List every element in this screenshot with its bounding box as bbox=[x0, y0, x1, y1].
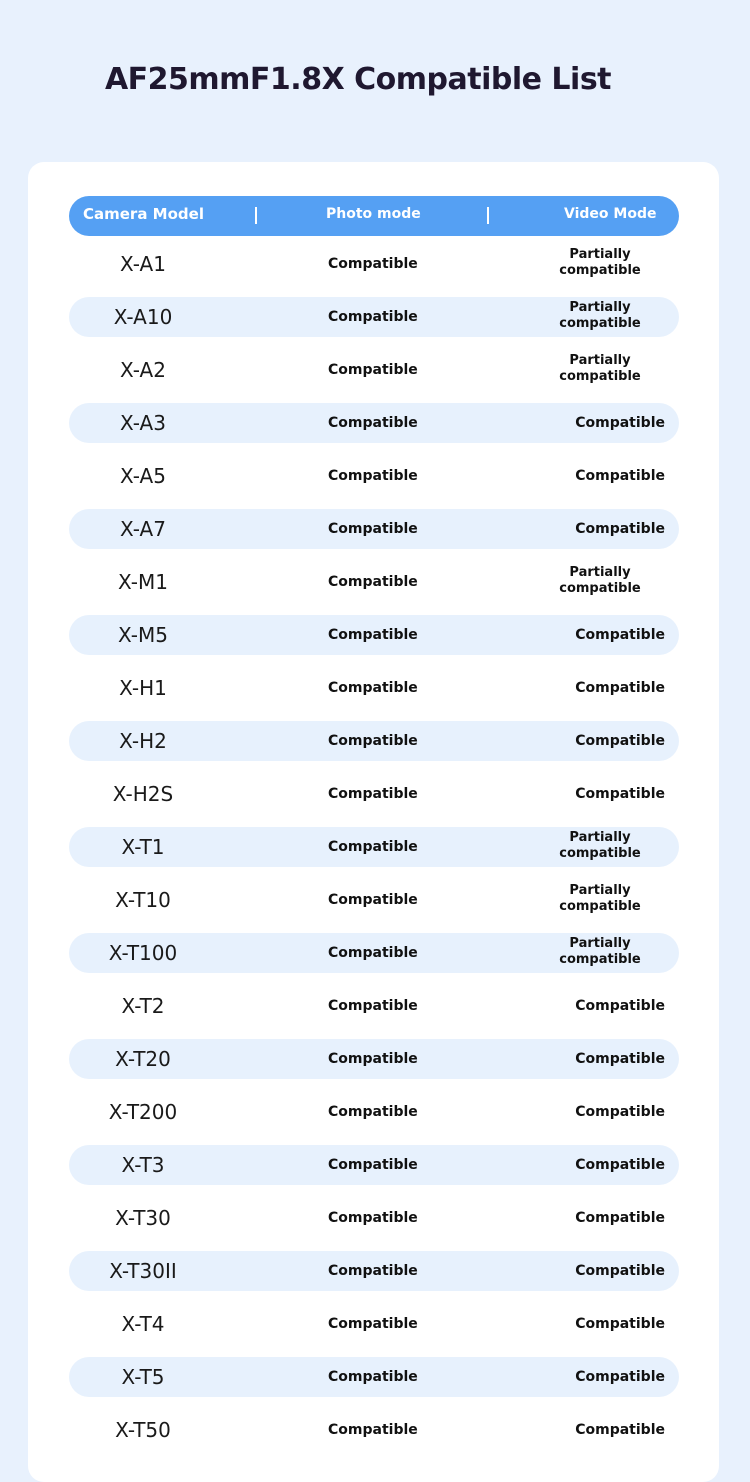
table-row bbox=[69, 350, 679, 390]
video-mode-cell: Partially compatible bbox=[559, 883, 641, 914]
camera-model-cell: X-T100 bbox=[108, 941, 178, 965]
camera-model-cell: X-T30II bbox=[109, 1259, 177, 1283]
table-row bbox=[69, 562, 679, 602]
video-mode-cell: Partially compatible bbox=[559, 247, 641, 278]
photo-mode-cell: Compatible bbox=[328, 998, 418, 1014]
camera-model-cell: X-A1 bbox=[120, 252, 166, 276]
table-row bbox=[69, 509, 679, 549]
photo-mode-cell: Compatible bbox=[328, 574, 418, 590]
photo-mode-cell: Compatible bbox=[328, 945, 418, 961]
photo-mode-cell: Compatible bbox=[328, 839, 418, 855]
photo-mode-cell: Compatible bbox=[328, 1051, 418, 1067]
table-header bbox=[69, 196, 679, 236]
table-row bbox=[69, 880, 679, 920]
header-divider bbox=[487, 207, 489, 224]
header-photo-mode: Photo mode bbox=[326, 206, 421, 222]
photo-mode-cell: Compatible bbox=[328, 415, 418, 431]
table-row bbox=[69, 1304, 679, 1344]
photo-mode-cell: Compatible bbox=[328, 892, 418, 908]
video-mode-cell: Compatible bbox=[575, 1104, 665, 1120]
table-row bbox=[69, 456, 679, 496]
photo-mode-cell: Compatible bbox=[328, 680, 418, 696]
header-camera-model: Camera Model bbox=[83, 205, 204, 223]
video-mode-cell: Compatible bbox=[575, 521, 665, 537]
video-mode-cell: Compatible bbox=[575, 468, 665, 484]
camera-model-cell: X-M1 bbox=[118, 570, 168, 594]
table-row bbox=[69, 774, 679, 814]
table-row bbox=[69, 827, 679, 867]
table-row bbox=[69, 1092, 679, 1132]
table-row bbox=[69, 1198, 679, 1238]
photo-mode-cell: Compatible bbox=[328, 1369, 418, 1385]
video-mode-cell: Compatible bbox=[575, 627, 665, 643]
video-mode-cell: Compatible bbox=[575, 1422, 665, 1438]
photo-mode-cell: Compatible bbox=[328, 1422, 418, 1438]
table-row bbox=[69, 1410, 679, 1450]
camera-model-cell: X-T20 bbox=[115, 1047, 171, 1071]
video-mode-cell: Partially compatible bbox=[559, 830, 641, 861]
camera-model-cell: X-A3 bbox=[120, 411, 166, 435]
photo-mode-cell: Compatible bbox=[328, 309, 418, 325]
table-row bbox=[69, 1251, 679, 1291]
video-mode-cell: Partially compatible bbox=[559, 936, 641, 967]
video-mode-cell: Compatible bbox=[575, 1263, 665, 1279]
video-mode-cell: Partially compatible bbox=[559, 353, 641, 384]
header-video-mode: Video Mode bbox=[564, 206, 657, 222]
camera-model-cell: X-T1 bbox=[121, 835, 165, 859]
table-body bbox=[69, 244, 679, 1450]
camera-model-cell: X-T10 bbox=[115, 888, 171, 912]
page-title: AF25mmF1.8X Compatible List bbox=[104, 62, 612, 97]
video-mode-cell: Compatible bbox=[575, 1210, 665, 1226]
photo-mode-cell: Compatible bbox=[328, 1316, 418, 1332]
video-mode-cell: Compatible bbox=[575, 415, 665, 431]
camera-model-cell: X-T30 bbox=[115, 1206, 171, 1230]
camera-model-cell: X-A10 bbox=[113, 305, 173, 329]
photo-mode-cell: Compatible bbox=[328, 1104, 418, 1120]
photo-mode-cell: Compatible bbox=[328, 733, 418, 749]
video-mode-cell: Compatible bbox=[575, 1316, 665, 1332]
camera-model-cell: X-T200 bbox=[108, 1100, 178, 1124]
camera-model-cell: X-T50 bbox=[115, 1418, 171, 1442]
video-mode-cell: Partially compatible bbox=[559, 300, 641, 331]
compatibility-card bbox=[28, 162, 719, 1482]
video-mode-cell: Compatible bbox=[575, 998, 665, 1014]
camera-model-cell: X-A7 bbox=[120, 517, 166, 541]
video-mode-cell: Compatible bbox=[575, 1051, 665, 1067]
photo-mode-cell: Compatible bbox=[328, 468, 418, 484]
camera-model-cell: X-T3 bbox=[121, 1153, 165, 1177]
camera-model-cell: X-A2 bbox=[120, 358, 166, 382]
camera-model-cell: X-T2 bbox=[121, 994, 165, 1018]
table-row bbox=[69, 986, 679, 1026]
video-mode-cell: Compatible bbox=[575, 786, 665, 802]
camera-model-cell: X-A5 bbox=[120, 464, 166, 488]
photo-mode-cell: Compatible bbox=[328, 1157, 418, 1173]
video-mode-cell: Compatible bbox=[575, 1369, 665, 1385]
video-mode-cell: Compatible bbox=[575, 1157, 665, 1173]
camera-model-cell: X-H2S bbox=[112, 782, 174, 806]
photo-mode-cell: Compatible bbox=[328, 1263, 418, 1279]
header-divider bbox=[255, 207, 257, 224]
photo-mode-cell: Compatible bbox=[328, 1210, 418, 1226]
table-row bbox=[69, 1357, 679, 1397]
table-row bbox=[69, 615, 679, 655]
video-mode-cell: Compatible bbox=[575, 680, 665, 696]
table-row bbox=[69, 244, 679, 284]
photo-mode-cell: Compatible bbox=[328, 627, 418, 643]
camera-model-cell: X-H1 bbox=[119, 676, 167, 700]
camera-model-cell: X-T5 bbox=[121, 1365, 165, 1389]
table-row bbox=[69, 721, 679, 761]
photo-mode-cell: Compatible bbox=[328, 521, 418, 537]
table-row bbox=[69, 933, 679, 973]
table-row bbox=[69, 1039, 679, 1079]
table-row bbox=[69, 1145, 679, 1185]
photo-mode-cell: Compatible bbox=[328, 786, 418, 802]
table-row bbox=[69, 403, 679, 443]
photo-mode-cell: Compatible bbox=[328, 256, 418, 272]
video-mode-cell: Compatible bbox=[575, 733, 665, 749]
table-row bbox=[69, 297, 679, 337]
camera-model-cell: X-M5 bbox=[118, 623, 168, 647]
camera-model-cell: X-T4 bbox=[121, 1312, 165, 1336]
video-mode-cell: Partially compatible bbox=[559, 565, 641, 596]
photo-mode-cell: Compatible bbox=[328, 362, 418, 378]
camera-model-cell: X-H2 bbox=[119, 729, 167, 753]
table-row bbox=[69, 668, 679, 708]
